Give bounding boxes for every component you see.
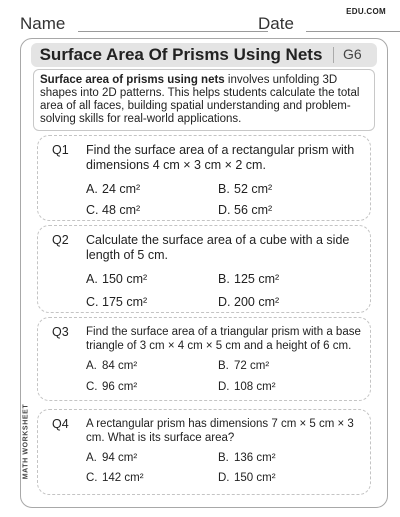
name-line[interactable] (78, 31, 268, 32)
question-text: Find the surface area of a rectangular prism with dimensions 4 cm × 3 cm × 2 cm. (86, 143, 355, 172)
option-text: 200 cm² (234, 295, 280, 309)
option-text: 150 cm² (234, 472, 276, 484)
option-c[interactable] (86, 381, 137, 393)
option-letter: A. (86, 182, 98, 196)
option-b[interactable] (218, 182, 272, 196)
option-letter: A. (86, 452, 97, 464)
date-line[interactable] (306, 31, 400, 32)
option-text: 24 cm² (102, 182, 141, 196)
date-label: Date (258, 14, 294, 33)
question-number: Q1 (52, 143, 69, 157)
grade-divider (333, 47, 334, 63)
option-c[interactable] (86, 203, 140, 217)
option-text: 84 cm² (102, 360, 138, 372)
option-d[interactable] (218, 295, 279, 309)
question-number: Q3 (52, 325, 69, 339)
option-b[interactable] (218, 272, 279, 286)
option-text: 56 cm² (234, 203, 273, 217)
option-a[interactable] (86, 182, 140, 196)
option-d[interactable] (218, 203, 272, 217)
worksheet-frame (20, 38, 388, 508)
name-date-row (20, 12, 380, 34)
option-letter: D. (218, 472, 230, 484)
option-text: 52 cm² (234, 182, 273, 196)
option-letter: A. (86, 272, 98, 286)
option-a[interactable] (86, 360, 137, 372)
option-letter: C. (86, 381, 98, 393)
question-number: Q4 (52, 417, 69, 431)
question-number: Q2 (52, 233, 69, 247)
option-text: 136 cm² (234, 452, 276, 464)
intro-box (33, 69, 375, 131)
question-text: Calculate the surface area of a cube with a side length of 5 cm. (86, 233, 350, 262)
option-text: 125 cm² (234, 272, 280, 286)
question-card-q3 (37, 317, 371, 401)
option-text: 108 cm² (234, 381, 276, 393)
logo: EDU.COM (346, 7, 386, 16)
option-a[interactable] (86, 452, 137, 464)
intro-bold: Surface area of prisms using nets (40, 74, 225, 86)
option-letter: A. (86, 360, 97, 372)
name-label: Name (20, 14, 66, 33)
option-text: 96 cm² (102, 381, 138, 393)
math-worksheet-label: MATH WORKSHEET (22, 403, 30, 480)
question-card-q1 (37, 135, 371, 221)
question-text: Find the surface area of a triangular prism with a base triangle of 3 cm × 4 cm × 5 cm and a height of 6 cm. (86, 326, 361, 352)
option-text: 175 cm² (102, 295, 148, 309)
option-text: 142 cm² (102, 472, 144, 484)
option-letter: D. (218, 295, 231, 309)
option-letter: C. (86, 472, 98, 484)
option-d[interactable] (218, 381, 276, 393)
option-letter: B. (218, 360, 229, 372)
option-letter: D. (218, 381, 230, 393)
worksheet-title: Surface Area Of Prisms Using Nets (39, 45, 323, 64)
option-letter: C. (86, 295, 99, 309)
option-letter: B. (218, 272, 230, 286)
option-letter: B. (218, 452, 229, 464)
option-d[interactable] (218, 472, 276, 484)
question-card-q2 (37, 225, 371, 313)
option-b[interactable] (218, 452, 276, 464)
option-a[interactable] (86, 272, 147, 286)
option-letter: D. (218, 203, 231, 217)
option-c[interactable] (86, 295, 147, 309)
option-b[interactable] (218, 360, 269, 372)
title-bar (31, 43, 377, 67)
option-letter: C. (86, 203, 99, 217)
question-card-q4 (37, 409, 371, 495)
option-text: 94 cm² (102, 452, 138, 464)
option-text: 48 cm² (102, 203, 141, 217)
option-c[interactable] (86, 472, 144, 484)
option-text: 150 cm² (102, 272, 148, 286)
grade-badge: G6 (343, 46, 362, 62)
question-text: A rectangular prism has dimensions 7 cm × 5 cm × 3 cm. What is its surface area? (86, 418, 354, 444)
option-letter: B. (218, 182, 230, 196)
intro-text: involves unfolding 3D shapes into 2D patterns. This helps students calculate the total area of all faces, building spatial understanding and problem-solving skills for real-world applications. (40, 74, 360, 125)
option-text: 72 cm² (234, 360, 270, 372)
